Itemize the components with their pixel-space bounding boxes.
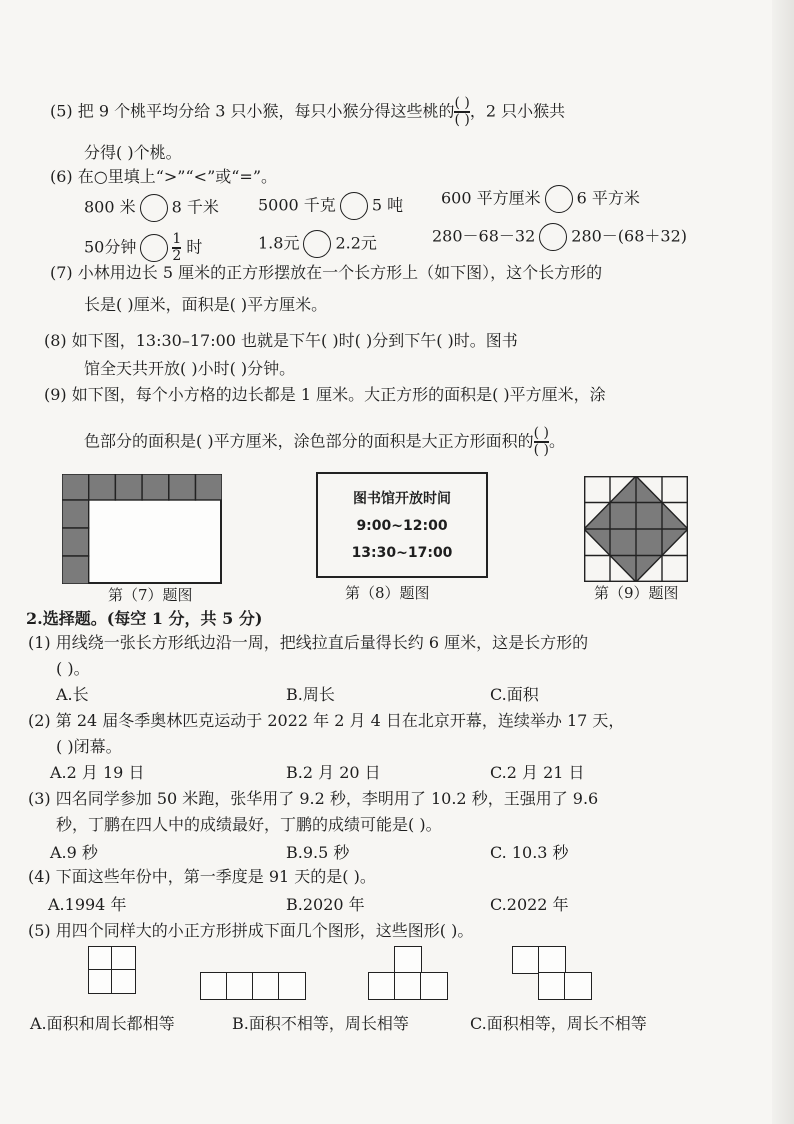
unit-square <box>368 972 396 1000</box>
unit-square <box>226 972 254 1000</box>
choice-section-header: 2.选择题。(每空 1 分，共 5 分) <box>26 609 263 628</box>
fig7-caption: 第（7）题图 <box>108 586 193 604</box>
q5-text-tail: ，2 只小猴共 <box>469 101 566 121</box>
fig7-rectangle <box>62 474 222 584</box>
fig7-square <box>89 474 116 500</box>
unit-square <box>538 972 566 1000</box>
fig7-square <box>62 556 89 584</box>
compare-right: 8 千米 <box>171 197 219 217</box>
c5-line1: (5) 用四个同样大的小正方形拼成下面几个图形，这些图形( )。 <box>28 921 474 940</box>
fig9-caption: 第（9）题图 <box>594 584 679 602</box>
q7-line2: 长是( )厘米，面积是( )平方厘米。 <box>84 295 328 314</box>
compare-circle-blank[interactable] <box>303 230 331 258</box>
unit-square <box>564 972 592 1000</box>
q9-fraction-blank <box>534 426 549 458</box>
q8-line2: 馆全天共开放( )小时( )分钟。 <box>84 359 296 378</box>
half-fraction <box>172 232 181 264</box>
library-hours-morning: 9:00~12:00 <box>356 518 448 534</box>
q6-row2b <box>258 230 377 258</box>
c3-option-a[interactable]: A.9 秒 <box>50 843 98 862</box>
fig7-square <box>142 474 169 500</box>
unit-square <box>111 969 136 994</box>
compare-right: 6 平方米 <box>576 188 640 208</box>
fig9-grid <box>584 476 688 582</box>
q6-row2a <box>84 232 202 264</box>
compare-left: 5000 千克 <box>258 195 336 215</box>
q5-fraction-blank <box>454 96 469 128</box>
c4-line1: (4) 下面这些年份中，第一季度是 91 天的是( )。 <box>28 867 376 886</box>
c2-option-a[interactable]: A.2 月 19 日 <box>50 763 145 782</box>
compare-left: 600 平方厘米 <box>441 188 541 208</box>
c1-option-a[interactable]: A.长 <box>56 685 89 704</box>
q5-text: (5) 把 9 个桃平均分给 3 只小猴，每只小猴分得这些桃的 <box>50 101 455 121</box>
c3-line1: (3) 四名同学参加 50 米跑，张华用了 9.2 秒，李明用了 10.2 秒，王强用了 9.6 <box>28 789 599 808</box>
c5-option-a[interactable]: A.面积和周长都相等 <box>30 1014 175 1033</box>
q9-line2 <box>84 426 565 458</box>
fig7-squares <box>62 474 222 584</box>
frac-denominator: ( ) <box>454 111 470 128</box>
frac-numerator: ( ) <box>454 95 470 111</box>
compare-right: 5 吨 <box>371 195 404 215</box>
q6-instruction: (6) 在○里填上“>”“<”或“=”。 <box>50 167 278 186</box>
c2-option-b[interactable]: B.2 月 20 日 <box>286 763 381 782</box>
q6-row1b <box>258 192 403 220</box>
c5-option-b[interactable]: B.面积不相等，周长相等 <box>232 1014 409 1033</box>
c5-option-c[interactable]: C.面积相等，周长不相等 <box>470 1014 647 1033</box>
c3-line2: 秒，丁鹏在四人中的成绩最好，丁鹏的成绩可能是( )。 <box>56 815 442 834</box>
q7-line1: (7) 小林用边长 5 厘米的正方形摆放在一个长方形上（如下图），这个长方形的 <box>50 263 603 282</box>
compare-circle-blank[interactable] <box>340 192 368 220</box>
c4-option-b[interactable]: B.2020 年 <box>286 895 365 914</box>
unit-square <box>88 946 113 971</box>
c3-option-b[interactable]: B.9.5 秒 <box>286 843 350 862</box>
fig7-square <box>62 500 89 528</box>
fig7-square <box>62 528 89 556</box>
compare-left: 800 米 <box>84 197 136 217</box>
compare-circle-blank[interactable] <box>140 234 168 262</box>
q6-row1c <box>441 185 640 213</box>
frac-denominator: ( ) <box>533 441 549 458</box>
fig7-square <box>115 474 142 500</box>
fig8-library-hours-box <box>316 472 488 578</box>
unit-square <box>512 946 540 974</box>
frac-numerator: 1 <box>172 231 182 247</box>
fig8-caption: 第（8）题图 <box>345 584 430 602</box>
compare-right: 时 <box>186 237 203 257</box>
compare-right: 280－(68＋32) <box>571 226 688 246</box>
library-hours-afternoon: 13:30~17:00 <box>351 545 453 561</box>
q5-line1 <box>50 96 565 128</box>
c1-line2: ( )。 <box>56 659 90 678</box>
page-edge-shadow <box>772 0 794 1124</box>
unit-square <box>88 969 113 994</box>
c4-option-c[interactable]: C.2022 年 <box>490 895 569 914</box>
c2-line1: (2) 第 24 届冬季奥林匹克运动于 2022 年 2 月 4 日在北京开幕，连续举办 17 天， <box>28 711 625 730</box>
compare-circle-blank[interactable] <box>545 185 573 213</box>
compare-left: 50分钟 <box>84 237 137 257</box>
c3-option-c[interactable]: C. 10.3 秒 <box>490 843 569 862</box>
unit-square <box>394 972 422 1000</box>
q9-text-tail: 。 <box>548 431 565 451</box>
frac-denominator: 2 <box>172 247 182 264</box>
fig7-square <box>169 474 196 500</box>
unit-square <box>420 972 448 1000</box>
frac-numerator: ( ) <box>533 425 549 441</box>
unit-square <box>538 946 566 974</box>
c1-option-b[interactable]: B.周长 <box>286 685 335 704</box>
unit-square <box>394 946 422 974</box>
library-hours-title: 图书馆开放时间 <box>353 491 451 507</box>
q5-line2: 分得( )个桃。 <box>84 143 182 162</box>
c2-option-c[interactable]: C.2 月 21 日 <box>490 763 585 782</box>
fig7-square <box>62 474 89 500</box>
c4-option-a[interactable]: A.1994 年 <box>48 895 127 914</box>
c1-line1: (1) 用线绕一张长方形纸边沿一周，把线拉直后量得长约 6 厘米，这是长方形的 <box>28 633 589 652</box>
unit-square <box>278 972 306 1000</box>
c1-option-c[interactable]: C.面积 <box>490 685 539 704</box>
q6-row1a <box>84 194 219 222</box>
unit-square <box>200 972 228 1000</box>
compare-right: 2.2元 <box>335 233 377 253</box>
c2-line2: ( )闭幕。 <box>56 737 122 756</box>
fig7-square <box>196 474 223 500</box>
q6-row2c <box>432 223 687 251</box>
q9-text: 色部分的面积是( )平方厘米，涂色部分的面积是大正方形面积的 <box>84 431 534 451</box>
unit-square <box>111 946 136 971</box>
compare-left: 280－68－32 <box>432 226 536 246</box>
unit-square <box>252 972 280 1000</box>
compare-left: 1.8元 <box>258 233 300 253</box>
q9-line1: (9) 如下图，每个小方格的边长都是 1 厘米。大正方形的面积是( )平方厘米，涂 <box>44 385 606 404</box>
compare-circle-blank[interactable] <box>539 223 567 251</box>
q8-line1: (8) 如下图，13:30–17:00 也就是下午( )时( )分到下午( )时。图书 <box>44 331 518 350</box>
compare-circle-blank[interactable] <box>140 194 168 222</box>
